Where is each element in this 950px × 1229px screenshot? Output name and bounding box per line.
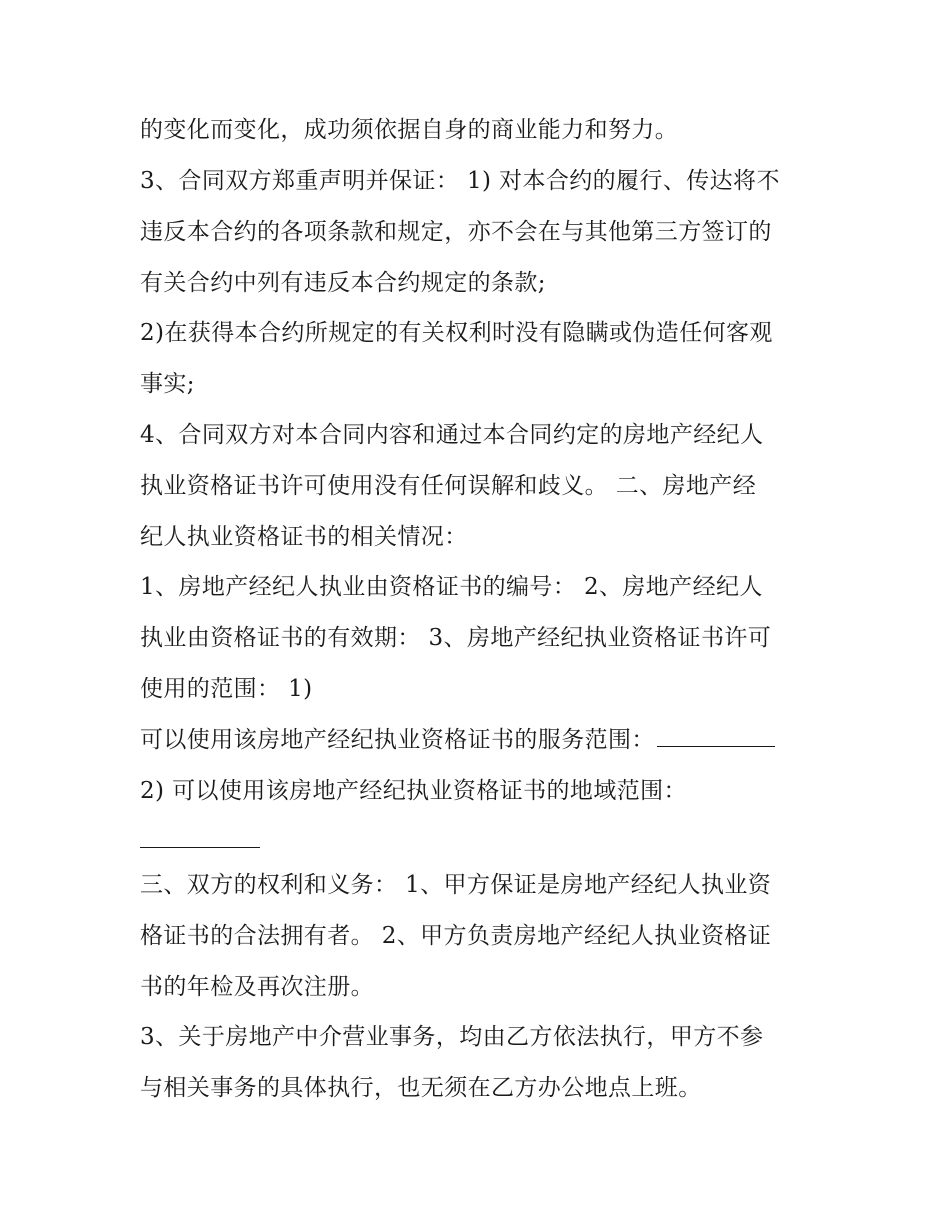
text-line: 执业由资格证书的有效期： 3、房地产经纪执业资格证书许可: [140, 625, 772, 651]
region-scope-blank-line: [140, 826, 820, 856]
text-line: 执业资格证书许可使用没有任何误解和歧义。 二、房地产经: [140, 473, 757, 499]
region-scope-blank: [140, 827, 260, 848]
text-line: 2)在获得本合约所规定的有关权利时没有隐瞒或伪造任何客观: [140, 320, 773, 346]
service-scope-label: 可以使用该房地产经纪执业资格证书的服务范围：: [140, 727, 655, 753]
text-line: 格证书的合法拥有者。 2、甲方负责房地产经纪人执业资格证: [140, 923, 772, 949]
text-line: 4、合同双方对本合同内容和通过本合同约定的房地产经纪人: [140, 422, 764, 448]
text-line: 三、双方的权利和义务： 1、甲方保证是房地产经纪人执业资: [140, 872, 772, 898]
text-line: 事实;: [140, 371, 195, 397]
text-line: 使用的范围： 1): [140, 676, 313, 702]
service-scope-line: [140, 725, 820, 755]
text-line: 与相关事务的具体执行，也无须在乙方办公地点上班。: [140, 1075, 702, 1101]
text-line: 3、关于房地产中介营业事务，均由乙方依法执行，甲方不参: [140, 1024, 764, 1050]
text-line: 3、合同双方郑重声明并保证： 1) 对本合约的履行、传达将不: [140, 168, 780, 194]
text-line: 1、房地产经纪人执业由资格证书的编号： 2、房地产经纪人: [140, 574, 763, 600]
text-line: 有关合约中列有违反本合约规定的条款;: [140, 270, 546, 296]
service-scope-blank: [657, 726, 775, 747]
text-line: 书的年检及再次注册。: [140, 974, 374, 1000]
text-line: 纪人执业资格证书的相关情况：: [140, 524, 468, 550]
text-line: 违反本合约的各项条款和规定，亦不会在与其他第三方签订的: [140, 219, 772, 245]
text-line: 2) 可以使用该房地产经纪执业资格证书的地域范围：: [140, 778, 687, 804]
text-line: 的变化而变化，成功须依据自身的商业能力和努力。: [140, 117, 679, 143]
